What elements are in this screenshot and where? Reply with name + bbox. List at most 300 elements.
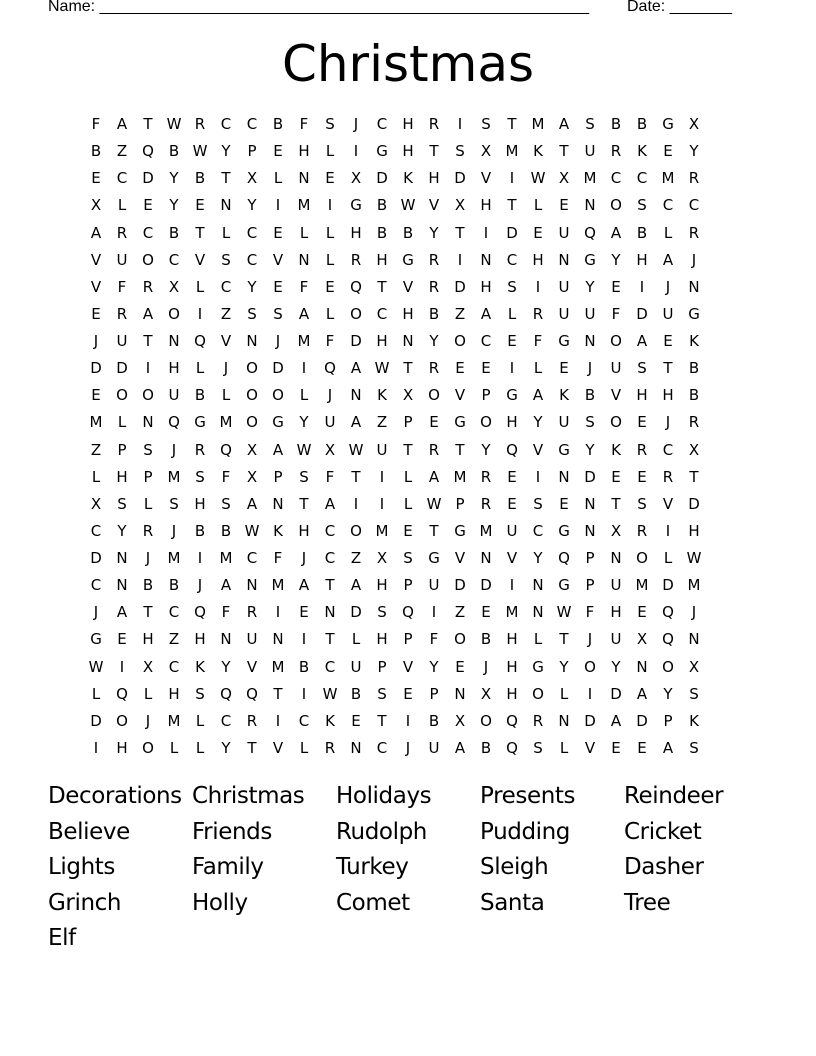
grid-letter: N (402, 332, 414, 350)
grid-letter: S (377, 603, 387, 622)
grid-letter: A (662, 738, 674, 757)
grid-letter: W (244, 521, 260, 540)
grid-letter: R (116, 223, 128, 242)
grid-letter: C (662, 196, 674, 215)
grid-letter: G (272, 413, 284, 432)
grid-letter: M (167, 467, 181, 486)
grid-letter: M (583, 169, 597, 188)
grid-letter: L (91, 684, 101, 703)
grid-letter: Y (221, 142, 231, 161)
grid-letter: K (273, 521, 283, 540)
grid-letter: I (275, 603, 281, 622)
grid-letter: I (535, 277, 541, 296)
grid-letter: G (688, 304, 700, 323)
grid-letter: A (90, 223, 102, 242)
grid-letter: C (168, 657, 180, 676)
grid-letter: L (403, 467, 413, 486)
grid-letter: C (220, 711, 232, 730)
grid-letter: B (688, 359, 700, 378)
grid-letter: Q (324, 359, 336, 378)
grid-letter: R (246, 603, 258, 622)
grid-letter: R (142, 521, 154, 540)
grid-letter: Y (117, 521, 127, 540)
grid-letter: K (689, 332, 699, 350)
grid-letter: F (325, 332, 335, 350)
grid-letter: G (558, 440, 570, 459)
grid-letter: R (142, 277, 154, 296)
grid-letter: D (610, 684, 622, 703)
grid-letter: C (480, 332, 492, 350)
grid-letter: P (429, 684, 439, 703)
grid-letter: P (455, 494, 465, 513)
grid-letter: C (610, 169, 622, 188)
grid-letter: C (246, 115, 258, 133)
grid-letter: G (584, 250, 596, 269)
grid-letter: T (429, 142, 439, 161)
grid-letter: O (636, 549, 648, 567)
grid-letter: Y (247, 277, 257, 296)
grid-letter: B (428, 304, 440, 323)
word-search-grid (83, 111, 707, 762)
grid-letter: G (532, 657, 544, 676)
grid-letter: O (454, 332, 466, 350)
grid-letter: L (195, 738, 205, 757)
grid-letter: I (119, 657, 125, 676)
grid-letter: S (585, 115, 595, 133)
grid-letter: X (350, 169, 362, 188)
grid-letter: S (637, 196, 647, 215)
grid-letter: C (376, 738, 388, 757)
grid-letter: V (480, 169, 492, 188)
grid-letter: V (402, 277, 414, 296)
grid-letter: N (272, 630, 284, 649)
grid-letter: Y (611, 657, 621, 676)
grid-letter: L (273, 169, 283, 188)
grid-letter: J (223, 359, 229, 378)
grid-letter: W (296, 440, 312, 459)
grid-letter: B (168, 223, 180, 242)
grid-letter: C (246, 250, 258, 269)
grid-letter: P (247, 142, 257, 161)
grid-letter: O (662, 657, 674, 676)
grid-letter: H (376, 630, 388, 649)
grid-letter: B (220, 521, 232, 540)
grid-letter: A (532, 386, 544, 405)
grid-letter: T (299, 494, 309, 513)
grid-letter: D (90, 359, 102, 378)
grid-letter: U (610, 630, 622, 649)
word-list-item: Reindeer (624, 783, 724, 809)
grid-letter: T (221, 169, 231, 188)
grid-letter: M (661, 169, 675, 188)
grid-letter: X (246, 440, 258, 459)
grid-letter: D (272, 359, 284, 378)
grid-letter: H (636, 386, 648, 405)
grid-letter: O (142, 738, 154, 757)
grid-letter: R (194, 115, 206, 133)
grid-letter: N (246, 576, 258, 595)
grid-letter: Q (168, 413, 180, 432)
grid-letter: I (379, 467, 385, 486)
grid-letter: D (376, 169, 388, 188)
grid-letter: N (688, 630, 700, 649)
grid-letter: M (505, 603, 519, 622)
grid-letter: N (454, 684, 466, 703)
grid-letter: L (507, 304, 517, 323)
grid-letter: S (273, 304, 283, 323)
grid-letter: L (117, 413, 127, 432)
grid-letter: C (298, 711, 310, 730)
grid-letter: T (429, 521, 439, 540)
grid-letter: I (509, 359, 515, 378)
grid-letter: C (246, 549, 258, 567)
grid-letter: C (324, 549, 336, 567)
grid-letter: K (559, 386, 569, 405)
grid-letter: N (610, 549, 622, 567)
word-list-item: Turkey (336, 854, 409, 880)
grid-letter: A (298, 576, 310, 595)
grid-letter: E (611, 738, 621, 757)
grid-letter: R (480, 494, 492, 513)
grid-letter: Q (662, 603, 674, 622)
grid-letter: C (636, 169, 648, 188)
grid-letter: C (142, 223, 154, 242)
grid-letter: G (350, 196, 362, 215)
grid-letter: S (325, 115, 335, 133)
grid-letter: O (246, 359, 258, 378)
grid-letter: E (507, 467, 517, 486)
grid-letter: M (635, 576, 649, 595)
grid-letter: P (143, 467, 153, 486)
grid-letter: N (688, 277, 700, 296)
grid-letter: T (325, 630, 335, 649)
grid-letter: X (246, 467, 258, 486)
grid-letter: C (246, 223, 258, 242)
grid-letter: Y (169, 196, 179, 215)
grid-letter: Z (454, 603, 466, 622)
grid-letter: J (145, 549, 151, 567)
grid-letter: X (480, 142, 492, 161)
grid-letter: R (532, 304, 544, 323)
grid-letter: U (428, 576, 440, 595)
grid-letter: A (116, 603, 128, 622)
grid-letter: E (91, 386, 101, 405)
grid-letter: U (168, 386, 180, 405)
grid-letter: W (686, 549, 702, 567)
grid-letter: Z (168, 630, 180, 649)
grid-letter: N (636, 657, 648, 676)
grid-letter: P (403, 413, 413, 432)
grid-letter: I (431, 603, 437, 622)
grid-letter: R (428, 440, 440, 459)
grid-letter: S (403, 549, 413, 567)
grid-letter: E (91, 169, 101, 188)
grid-letter: L (91, 467, 101, 486)
grid-letter: E (611, 467, 621, 486)
grid-letter: K (377, 386, 387, 405)
grid-letter: M (219, 413, 233, 432)
grid-letter: O (168, 304, 180, 323)
grid-letter: S (143, 440, 153, 459)
grid-letter: F (611, 304, 621, 323)
grid-letter: O (350, 521, 362, 540)
grid-letter: E (481, 603, 491, 622)
grid-letter: I (509, 576, 515, 595)
grid-letter: D (116, 359, 128, 378)
grid-letter: J (327, 386, 333, 405)
grid-letter: Y (689, 142, 699, 161)
grid-letter: I (301, 630, 307, 649)
grid-letter: D (636, 711, 648, 730)
grid-letter: I (353, 494, 359, 513)
grid-letter: S (455, 142, 465, 161)
grid-letter: D (90, 711, 102, 730)
grid-letter: N (558, 467, 570, 486)
grid-letter: N (584, 494, 596, 513)
grid-letter: I (93, 738, 99, 757)
grid-letter: Y (299, 413, 309, 432)
grid-letter: V (402, 657, 414, 676)
grid-letter: T (143, 115, 153, 133)
grid-letter: U (428, 738, 440, 757)
grid-letter: Q (584, 223, 596, 242)
grid-letter: H (376, 332, 388, 350)
grid-letter: R (324, 738, 336, 757)
grid-letter: X (168, 277, 180, 296)
grid-letter: I (145, 359, 151, 378)
grid-letter: R (636, 521, 648, 540)
word-list-item: Pudding (480, 818, 571, 845)
word-list-item: Santa (480, 889, 545, 916)
grid-letter: U (376, 440, 388, 459)
word-list-item: Dasher (624, 854, 704, 880)
grid-letter: B (480, 738, 492, 757)
grid-letter: U (558, 304, 570, 323)
grid-letter: C (506, 250, 518, 269)
grid-letter: I (457, 115, 463, 133)
grid-letter: Q (246, 684, 258, 703)
grid-letter: T (143, 603, 153, 622)
grid-letter: J (691, 603, 697, 622)
grid-letter: W (88, 657, 104, 676)
grid-letter: L (559, 738, 569, 757)
grid-letter: C (220, 115, 232, 133)
grid-letter: O (480, 711, 492, 730)
grid-letter: Y (585, 440, 595, 459)
grid-letter: J (171, 440, 177, 459)
grid-letter: B (402, 223, 414, 242)
grid-letter: E (403, 684, 413, 703)
grid-letter: H (350, 223, 362, 242)
grid-letter: P (585, 576, 595, 595)
grid-letter: S (689, 738, 699, 757)
grid-letter: B (376, 223, 388, 242)
grid-letter: G (558, 332, 570, 350)
grid-letter: I (379, 494, 385, 513)
grid-letter: V (272, 250, 284, 269)
grid-letter: E (273, 223, 283, 242)
grid-letter: A (350, 576, 362, 595)
grid-letter: V (90, 250, 102, 269)
grid-letter: S (585, 413, 595, 432)
grid-letter: L (325, 142, 335, 161)
grid-letter: G (454, 413, 466, 432)
grid-letter: O (480, 413, 492, 432)
grid-letter: C (220, 277, 232, 296)
grid-letter: N (220, 630, 232, 649)
grid-letter: X (688, 657, 700, 676)
grid-letter: S (481, 115, 491, 133)
grid-letter: M (297, 332, 311, 350)
grid-letter: G (558, 521, 570, 540)
grid-letter: E (325, 277, 335, 296)
grid-letter: S (689, 684, 699, 703)
grid-letter: X (558, 169, 570, 188)
grid-letter: Y (533, 549, 543, 567)
grid-letter: D (90, 549, 102, 567)
grid-letter: W (166, 115, 182, 133)
grid-letter: O (116, 386, 128, 405)
grid-letter: R (428, 359, 440, 378)
grid-letter: L (117, 196, 127, 215)
grid-letter: T (195, 223, 205, 242)
grid-letter: Q (194, 332, 206, 350)
grid-letter: O (428, 386, 440, 405)
grid-letter: V (272, 738, 284, 757)
grid-letter: R (350, 250, 362, 269)
word-list-item: Rudolph (336, 818, 427, 845)
grid-letter: H (506, 630, 518, 649)
grid-letter: J (665, 413, 671, 432)
grid-letter: R (688, 413, 700, 432)
grid-letter: Z (220, 304, 232, 323)
grid-letter: W (348, 440, 364, 459)
grid-letter: N (350, 738, 362, 757)
grid-letter: H (480, 277, 492, 296)
grid-letter: L (169, 738, 179, 757)
grid-letter: H (428, 169, 440, 188)
grid-letter: R (428, 277, 440, 296)
grid-letter: N (116, 549, 128, 567)
grid-letter: T (351, 467, 361, 486)
word-list-item: Lights (48, 854, 115, 880)
grid-letter: L (325, 223, 335, 242)
grid-letter: M (375, 521, 389, 540)
grid-letter: H (402, 304, 414, 323)
grid-letter: J (93, 332, 99, 350)
grid-letter: P (403, 576, 413, 595)
grid-letter: F (299, 115, 309, 133)
grid-letter: I (197, 549, 203, 567)
grid-letter: U (558, 413, 570, 432)
grid-letter: N (116, 576, 128, 595)
grid-letter: L (533, 359, 543, 378)
grid-letter: D (506, 223, 518, 242)
grid-letter: Q (220, 684, 232, 703)
grid-letter: V (454, 386, 466, 405)
grid-letter: R (636, 440, 648, 459)
grid-letter: M (531, 115, 545, 133)
grid-letter: S (637, 359, 647, 378)
grid-letter: G (90, 630, 102, 649)
grid-letter: W (322, 684, 338, 703)
grid-letter: J (587, 630, 593, 649)
grid-letter: H (376, 250, 388, 269)
grid-letter: X (688, 115, 700, 133)
grid-letter: L (143, 684, 153, 703)
grid-letter: B (142, 576, 154, 595)
grid-letter: P (585, 549, 595, 567)
grid-letter: P (403, 630, 413, 649)
grid-letter: B (194, 386, 206, 405)
grid-letter: E (637, 603, 647, 622)
grid-letter: Q (506, 738, 518, 757)
grid-letter: N (584, 332, 596, 350)
grid-letter: Y (429, 657, 439, 676)
grid-letter: N (142, 413, 154, 432)
grid-letter: B (584, 386, 596, 405)
grid-letter: T (377, 277, 387, 296)
grid-letter: A (220, 576, 232, 595)
grid-letter: A (610, 223, 622, 242)
grid-letter: C (688, 196, 700, 215)
grid-letter: L (299, 223, 309, 242)
grid-letter: V (584, 738, 596, 757)
grid-letter: B (350, 684, 362, 703)
grid-letter: N (532, 576, 544, 595)
grid-letter: G (402, 250, 414, 269)
grid-letter: N (584, 521, 596, 540)
grid-letter: O (454, 630, 466, 649)
grid-letter: J (353, 115, 359, 133)
grid-letter: L (533, 196, 543, 215)
grid-letter: I (587, 684, 593, 703)
grid-letter: V (90, 277, 102, 296)
grid-letter: J (483, 657, 489, 676)
grid-letter: S (195, 684, 205, 703)
grid-letter: Y (663, 684, 673, 703)
grid-letter: L (221, 223, 231, 242)
grid-letter: U (116, 250, 128, 269)
grid-letter: I (301, 684, 307, 703)
grid-letter: Y (481, 440, 491, 459)
grid-letter: B (688, 386, 700, 405)
word-list-item: Holly (192, 889, 248, 916)
grid-letter: A (454, 738, 466, 757)
grid-letter: V (662, 494, 674, 513)
grid-letter: N (298, 169, 310, 188)
grid-letter: K (533, 142, 543, 161)
grid-letter: T (663, 359, 673, 378)
grid-letter: W (556, 603, 572, 622)
grid-letter: I (457, 250, 463, 269)
grid-letter: X (454, 196, 466, 215)
word-list-item: Sleigh (480, 854, 549, 880)
grid-letter: H (168, 684, 180, 703)
grid-letter: Y (247, 196, 257, 215)
grid-letter: G (454, 521, 466, 540)
grid-letter: Q (116, 684, 128, 703)
grid-letter: V (246, 657, 258, 676)
grid-letter: C (532, 521, 544, 540)
grid-letter: H (662, 386, 674, 405)
grid-letter: F (585, 603, 595, 622)
grid-letter: S (637, 494, 647, 513)
grid-letter: N (298, 250, 310, 269)
grid-letter: R (480, 467, 492, 486)
grid-letter: H (506, 684, 518, 703)
grid-letter: K (611, 440, 621, 459)
